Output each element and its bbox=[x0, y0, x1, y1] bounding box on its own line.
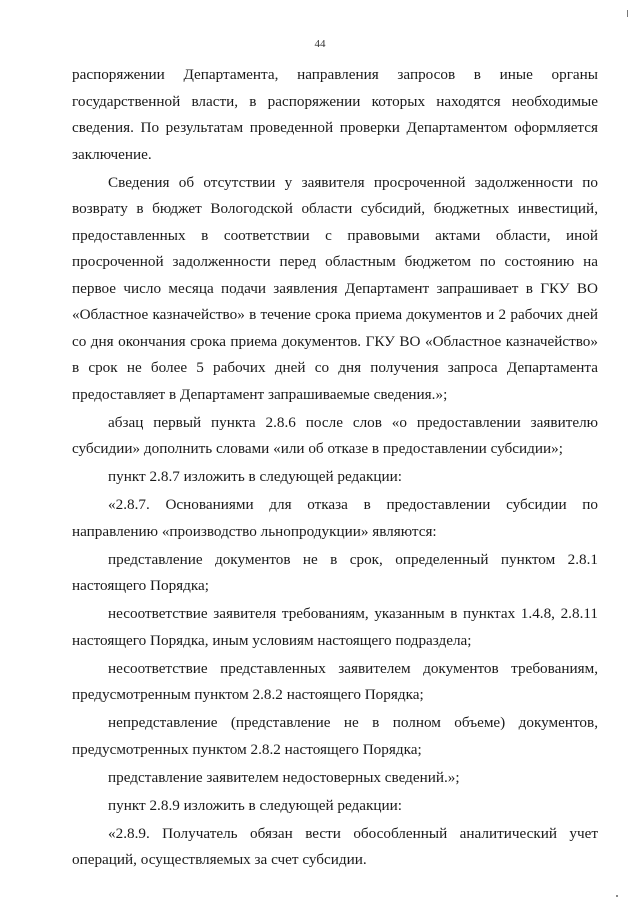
paragraph-ground-false-information: представление заявителем недостоверных сведений.»; bbox=[108, 768, 460, 786]
paragraph-ground-document-noncompliance: несоответствие представленных заявителем документов требованиям, предусмотренным пунктом 2.8.2 настоящего Порядка; bbox=[72, 659, 598, 703]
paragraph-ground-incomplete-documents: непредставление (представление не в полном объеме) документов, предусмотренных пунктом 2.8.2 настоящего Порядка; bbox=[72, 714, 598, 758]
paragraph-information-on-debts: Сведения об отсутствии у заявителя просроченной задолженности по возврату в бюджет Вологодской области субсидий, бюджетных инвестиций, предоставленных в соответствии с правовыми актами области, иной просроченной задолженности перед областным бюджетом по состоянию на первое число месяца подачи заявления Департамент запрашивает в ГКУ ВО «Областное казначейство» в течение срока приема документов и 2 рабочих дней со дня окончания срока приема документов. ГКУ ВО «Областное казначейство» в срок не более 5 рабочих дней со дня получения запроса Департамента предоставляет в Департамент запрашиваемые сведения.»; bbox=[72, 173, 598, 403]
paragraph-amendment-2-8-7-intro: пункт 2.8.7 изложить в следующей редакции: bbox=[108, 468, 402, 485]
document-body bbox=[72, 62, 598, 875]
scan-mark bbox=[627, 10, 628, 17]
paragraph-ground-applicant-noncompliance: несоответствие заявителя требованиям, указанным в пунктах 1.4.8, 2.8.11 настоящего Порядка, иным условиям настоящего подраздела; bbox=[72, 605, 598, 649]
paragraph-amendment-2-8-9-intro: пункт 2.8.9 изложить в следующей редакции: bbox=[108, 796, 402, 814]
paragraph-continuation: распоряжении Департамента, направления запросов в иные органы государственной власти, в распоряжении которых находятся необходимые сведения. По результатам проведенной проверки Департаментом оформляется заключение. bbox=[72, 66, 598, 163]
paragraph-2-8-7-grounds: «2.8.7. Основаниями для отказа в предоставлении субсидии по направлению «производство льнопродукции» являются: bbox=[72, 496, 598, 540]
paragraph-amendment-2-8-6: абзац первый пункта 2.8.6 после слов «о предоставлении заявителю субсидии» дополнить словами «или об отказе в предоставлении субсидии»; bbox=[72, 413, 598, 457]
paragraph-2-8-9-accounting: «2.8.9. Получатель обязан вести обособленный аналитический учет операций, осуществляемых за счет субсидии. bbox=[72, 824, 598, 868]
paragraph-ground-late-submission: представление документов не в срок, определенный пунктом 2.8.1 настоящего Порядка; bbox=[72, 550, 598, 594]
scan-mark bbox=[616, 895, 618, 897]
page-number: 44 bbox=[314, 38, 326, 50]
